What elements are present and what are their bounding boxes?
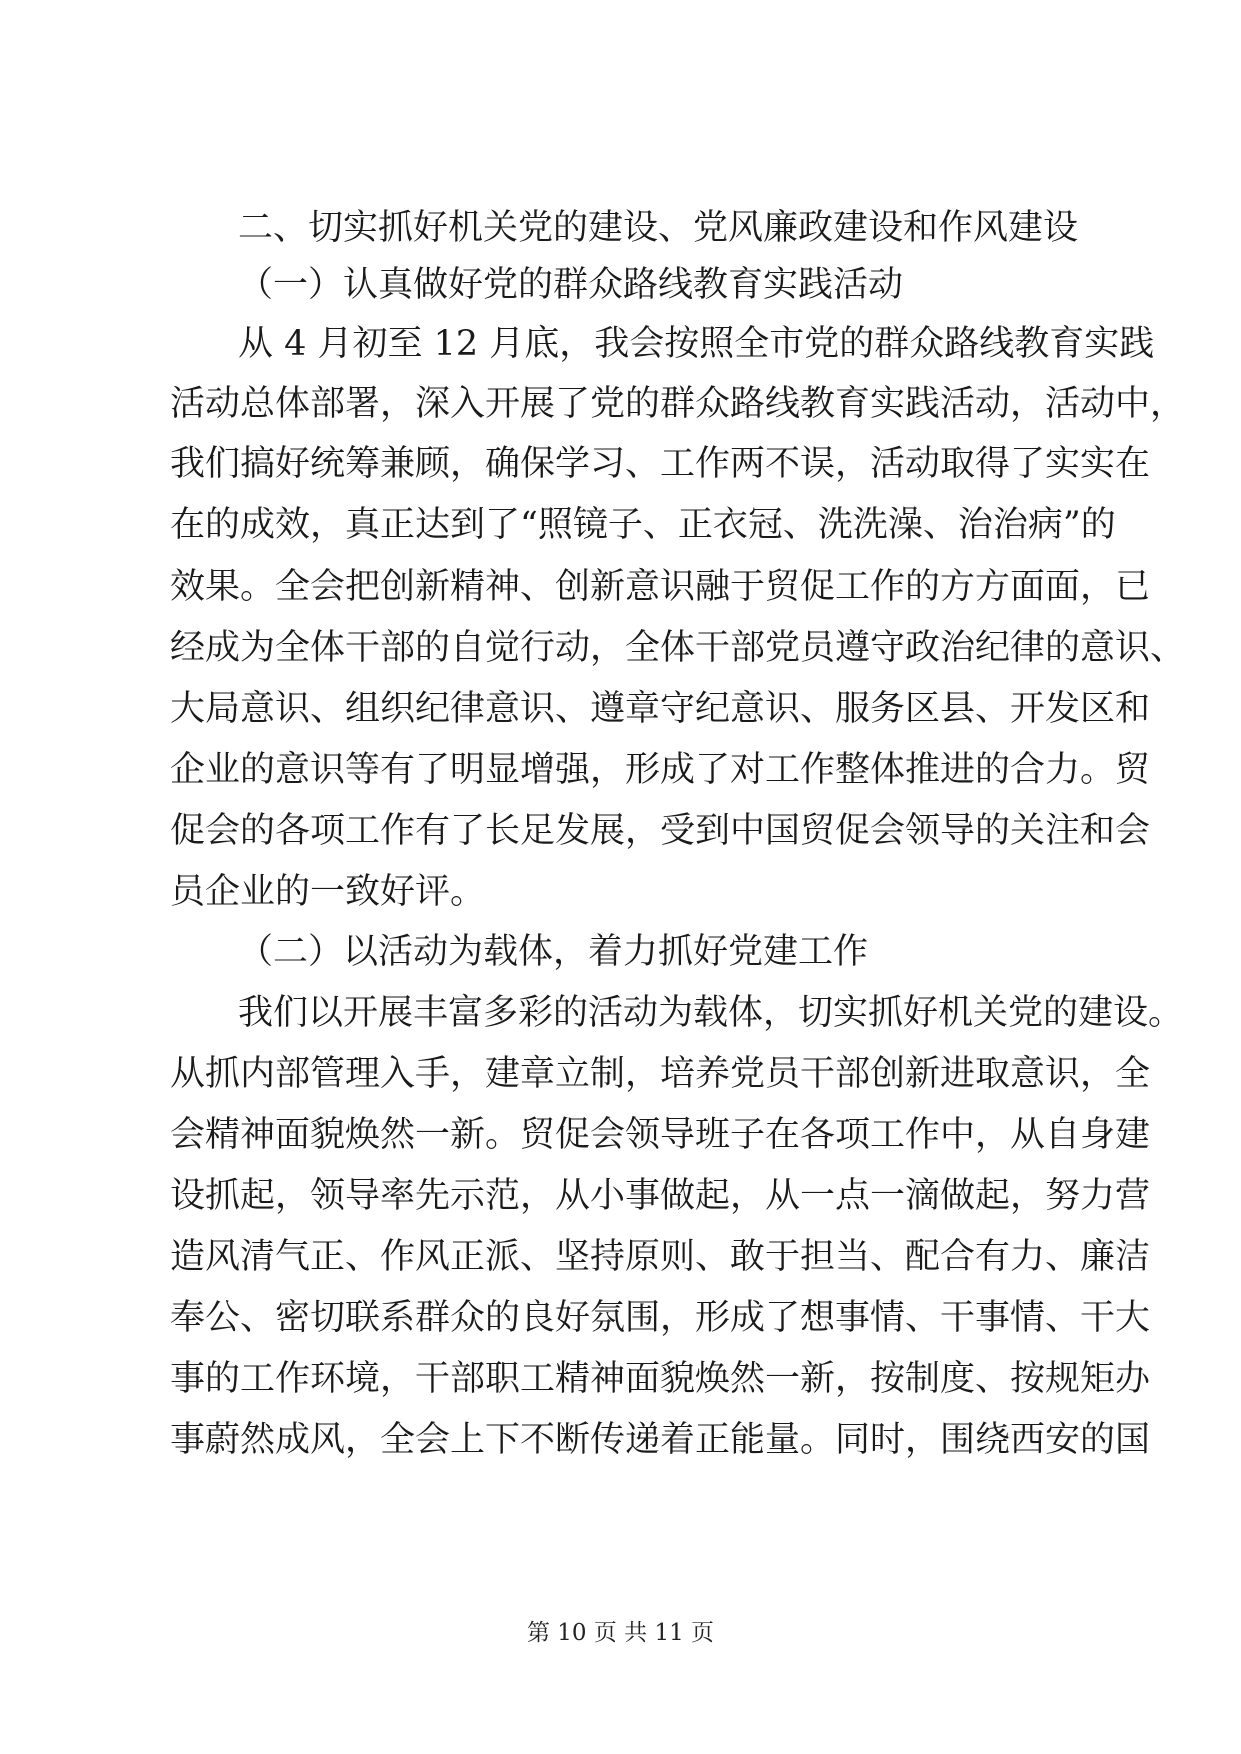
paragraph-line: 经成为全体干部的自觉行动，全体干部党员遵守政治纪律的意识、 xyxy=(170,628,1186,668)
subsection-title-1: （一）认真做好党的群众路线教育实践活动 xyxy=(238,265,904,305)
paragraph-line: 我们搞好统筹兼顾，确保学习、工作两不误，活动取得了实实在 xyxy=(170,444,1151,484)
paragraph-line: 造风清气正、作风正派、坚持原则、敢于担当、配合有力、廉洁 xyxy=(170,1237,1151,1277)
page-footer: 第 10 页 共 11 页 xyxy=(526,1620,715,1646)
paragraph-line: 企业的意识等有了明显增强，形成了对工作整体推进的合力。贸 xyxy=(170,750,1151,790)
paragraph-line: 事的工作环境，干部职工精神面貌焕然一新，按制度、按规矩办 xyxy=(170,1359,1151,1399)
paragraph-line: 在的成效，真正达到了“照镜子、正衣冠、洗洗澡、治治病”的 xyxy=(170,505,1116,545)
paragraph-line: 活动总体部署，深入开展了党的群众路线教育实践活动，活动中， xyxy=(170,384,1186,424)
paragraph-line: 从 4 月初至 12 月底，我会按照全市党的群众路线教育实践 xyxy=(238,324,1155,364)
paragraph-line: 员企业的一致好评。 xyxy=(170,872,486,912)
paragraph-line: 效果。全会把创新精神、创新意识融于贸促工作的方方面面，已 xyxy=(170,567,1151,607)
paragraph-line: 从抓内部管理入手，建章立制，培养党员干部创新进取意识，全 xyxy=(170,1054,1151,1094)
paragraph-line: 事蔚然成风，全会上下不断传递着正能量。同时，围绕西安的国 xyxy=(170,1420,1151,1460)
paragraph-line: 我们以开展丰富多彩的活动为载体，切实抓好机关党的建设。 xyxy=(238,993,1184,1033)
paragraph-line: 设抓起，领导率先示范，从小事做起，从一点一滴做起，努力营 xyxy=(170,1176,1151,1216)
section-heading: 二、切实抓好机关党的建设、党风廉政建设和作风建设 xyxy=(238,208,1079,248)
paragraph-line: 促会的各项工作有了长足发展，受到中国贸促会领导的关注和会 xyxy=(170,811,1151,851)
paragraph-line: 大局意识、组织纪律意识、遵章守纪意识、服务区县、开发区和 xyxy=(170,689,1151,729)
paragraph-line: 奉公、密切联系群众的良好氛围，形成了想事情、干事情、干大 xyxy=(170,1298,1151,1338)
subsection-title-2: （二）以活动为载体，着力抓好党建工作 xyxy=(238,932,869,972)
paragraph-line: 会精神面貌焕然一新。贸促会领导班子在各项工作中，从自身建 xyxy=(170,1115,1151,1155)
